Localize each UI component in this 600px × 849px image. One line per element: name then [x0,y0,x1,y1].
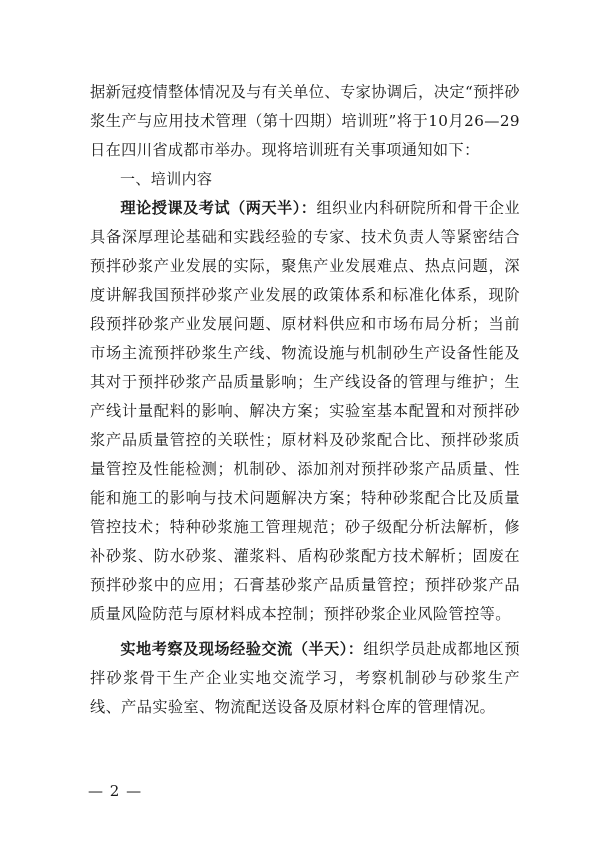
section-heading: 一、培训内容 [120,170,213,188]
field-paragraph [90,635,520,722]
theory-title: 理论授课及考试（两天半）： [120,199,317,217]
document-body [90,78,520,722]
opening-paragraph: 据新冠疫情整体情况及与有关单位、专家协调后，决定“预拌砂浆生产与应用技术管理（第十四期）培训班”将于10月26—29日在四川省成都市举办。现将培训班有关事项通知如下： [90,83,520,159]
theory-body: 组织业内科研院所和骨干企业具备深厚理论基础和实践经验的专家、技术负责人等紧密结合预拌砂浆产业发展的实际，聚焦产业发展难点、热点问题，深度讲解我国预拌砂浆产业发展的政策体系和标准化体系，现阶段预拌砂浆产业发展问题、原材料供应和市场布局分析；当前市场主流预拌砂浆生产线、物流设施与机制砂生产设备性能及其对于预拌砂浆产品质量影响；生产线设备的管理与维护；生产线计量配料的影响、解决方案；实验室基本配置和对预拌砂浆产品质量管控的关联性；原材料及砂浆配合比、预拌砂浆质量管控及性能检测；机制砂、添加剂对预拌砂浆产品质量、性能和施工的影响与技术问题解决方案；特种砂浆配合比及质量管控技术；特种砂浆施工管理规范；砂子级配分析法解析，修补砂浆、防水砂浆、灌浆料、盾构砂浆配方技术解析；固废在预拌砂浆中的应用；石膏基砂浆产品质量管控；预拌砂浆产品质量风险防范与原材料成本控制；预拌砂浆企业风险管控等。 [90,199,520,623]
page-number: — 2 — [88,782,143,800]
field-title: 实地考察及现场经验交流（半天）： [120,640,364,658]
field-body: 组织学员赴成都地区预拌砂浆骨干生产企业实地交流学习，考察机制砂与砂浆生产线、产品实验室、物流配送设备及原材料仓库的管理情况。 [90,640,520,716]
theory-paragraph [90,194,520,629]
